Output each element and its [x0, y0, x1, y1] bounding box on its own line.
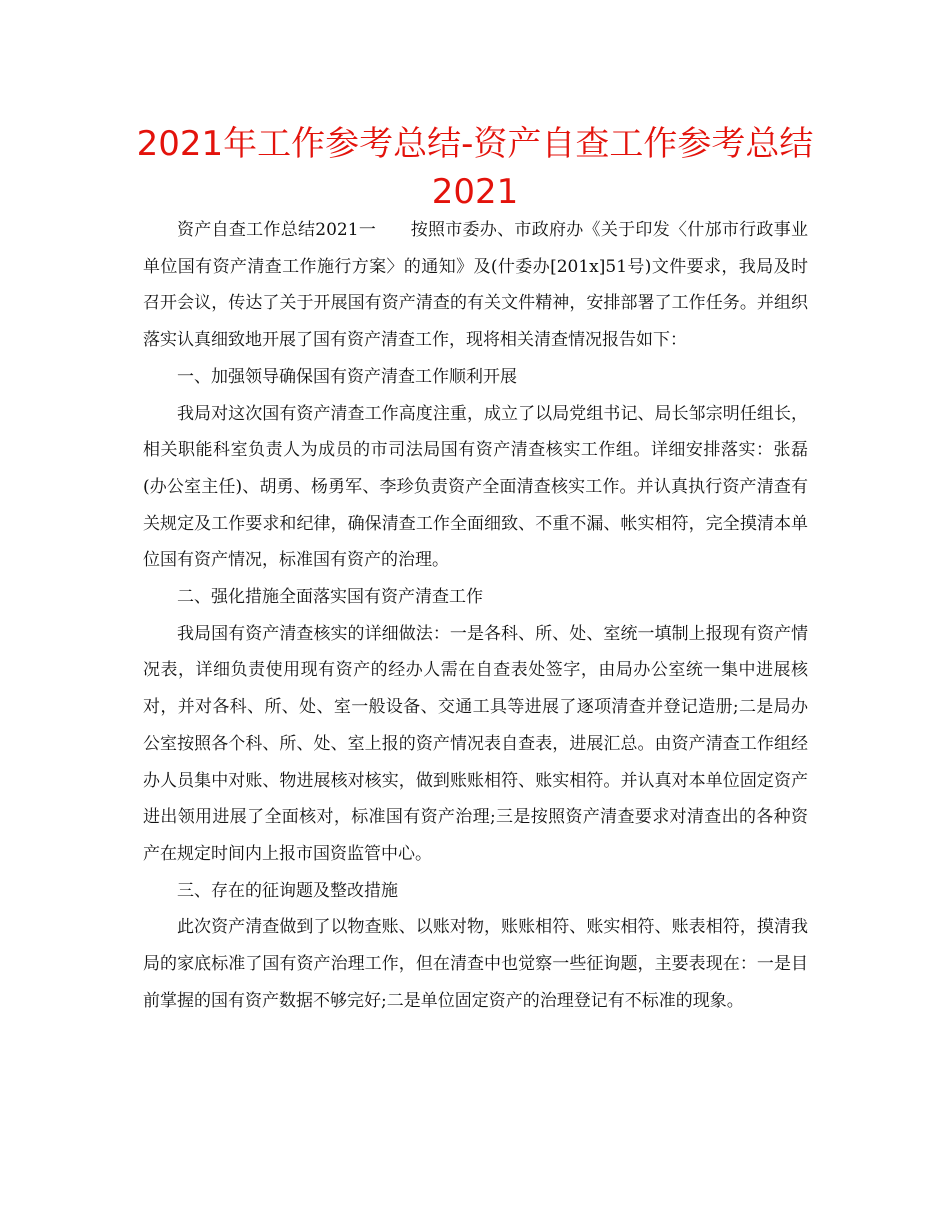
intro-paragraph: 资产自查工作总结2021一 按照市委办、市政府办《关于印发〈什邡市行政事业单位国有资产清查工作施行方案〉的通知》及(什委办[201x]51号)文件要求，我局及时召开会议，传达了关于开展国有资产清查的有关文件精神，安排部署了工作任务。并组织落实认真细致地开展了国有资产清查工作，现将相关清查情况报告如下： — [143, 220, 808, 351]
section-paragraph-3: 此次资产清查做到了以物查账、以账对物，账账相符、账实相符、账表相符，摸清我局的家底标准了国有资产治理工作，但在清查中也觉察一些征询题，主要表现在：一是目前掌握的国有资产数据不够完好;二是单位固定资产的治理登记有不标准的现象。 — [143, 917, 808, 1011]
section-heading-2: 二、强化措施全面落实国有资产清查工作 — [177, 587, 483, 608]
section-paragraph-2: 我局国有资产清查核实的详细做法：一是各科、所、处、室统一填制上报现有资产情况表，详细负责使用现有资产的经办人需在自查表处签字，由局办公室统一集中进展核对，并对各科、所、处、室一般设备、交通工具等进展了逐项清查并登记造册;二是局办公室按照各个科、所、处、室上报的资产情况表自查表，进展汇总。由资产清查工作组经办人员集中对账、物进展核对核实，做到账账相符、账实相符。并认真对本单位固定资产进出领用进展了全面核对，标准国有资产治理;三是按照资产清查要求对清查出的各种资产在规定时间内上报市国资监管中心。 — [143, 623, 808, 864]
section-heading-1: 一、加强领导确保国有资产清查工作顺利开展 — [177, 366, 517, 387]
document-body — [143, 212, 808, 1019]
section-heading-3: 三、存在的征询题及整改措施 — [177, 880, 398, 901]
document-title: 2021年工作参考总结-资产自查工作参考总结2021 — [136, 124, 814, 212]
section-paragraph-1: 我局对这次国有资产清查工作高度注重，成立了以局党组书记、局长邹宗明任组长，相关职能科室负责人为成员的市司法局国有资产清查核实工作组。详细安排落实：张磊(办公室主任)、胡勇、杨勇军、李珍负责资产全面清查核实工作。并认真执行资产清查有关规定及工作要求和纪律，确保清查工作全面细致、不重不漏、帐实相符，完全摸清本单位国有资产情况，标准国有资产的治理。 — [143, 403, 808, 571]
